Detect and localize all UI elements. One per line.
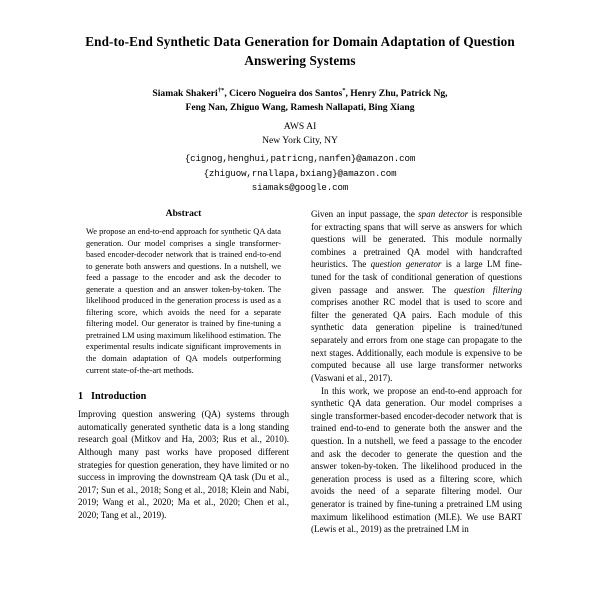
term-span-detector: span detector <box>418 209 469 219</box>
author-footnote-marker-2: * <box>342 87 346 95</box>
author-name-shakeri: Siamak Shakeri <box>152 88 218 100</box>
body-columns <box>78 208 522 600</box>
introduction-heading-label: Introduction <box>91 391 147 403</box>
author-names-mid: , Cicero Nogueira dos Santos <box>224 88 343 100</box>
page-title: End-to-End Synthetic Data Generation for Domain Adaptation of Question Answering Systems <box>85 34 515 69</box>
introduction-heading <box>78 391 289 402</box>
right-column-paragraph-1 <box>311 208 522 385</box>
text-run-pre: Given an input passage, the <box>311 209 419 219</box>
right-column-paragraph-2: In this work, we propose an end-to-end approach for synthetic QA data generation. Our model comprises a single transformer-based encoder-decoder network that is trained end-to-end to generate both the answer and the question. In a nutshell, we feed a passage to the encoder and ask the decoder to generate the question and the answer token-by-token. The likelihood produced in the generation process is used as a filtering score, which avoids the need of a separate filtering model. Our generator is trained by fine-tuning a pretrained LM using maximum likelihood estimation (MLE). We use BART (Lewis et al., 2019) as the pretrained LM in <box>311 385 522 535</box>
text-run-mid-1: is responsible for extracting spans that will serve as answers for which questions will be generated. This module normally combines a pretrained QA model with handcrafted heuristics. The <box>311 209 522 270</box>
left-column <box>78 208 289 600</box>
abstract-heading: Abstract <box>165 208 202 219</box>
email-line-google: siamaks@google.com <box>251 181 349 193</box>
email-block <box>78 148 522 194</box>
author-line-1 <box>78 87 522 101</box>
affiliation-organization: AWS AI <box>283 120 317 132</box>
author-list <box>78 70 522 115</box>
author-footnote-marker-1: †* <box>217 87 225 95</box>
text-run-mid-2: is a large LM fine-tuned for the task of conditional generation of questions given passage and answer. The <box>311 259 522 295</box>
introduction-section-number: 1 <box>78 391 84 403</box>
email-line-amazon-2: {zhiguow,rnallapa,bxiang}@amazon.com <box>203 167 397 179</box>
term-question-filtering: question filtering <box>454 284 522 295</box>
term-question-generator: question generator <box>370 259 442 270</box>
affiliation-location: New York City, NY <box>262 135 338 147</box>
right-column <box>311 208 522 600</box>
introduction-paragraph-1: Improving question answering (QA) systems through automatically generated synthetic data is a long standing research goal (Mitkov and Ha, 2003; Rus et al., 2010). Although many past works have proposed different strategies for question generation, they have limited or no success in improving the downstream QA task (Du et al., 2017; Sun et al., 2018; Song et al., 2018; Klein and Nabi, 2019; Wang et al., 2020; Ma et al., 2020; Chen et al., 2020; Tang et al., 2019). <box>78 409 289 520</box>
email-line-amazon-1: {cignog,henghui,patricng,nanfen}@amazon.com <box>184 153 416 165</box>
author-names-tail: , Henry Zhu, Patrick Ng, <box>345 88 448 100</box>
affiliation-block <box>78 116 522 149</box>
author-line-2: Feng Nan, Zhiguo Wang, Ramesh Nallapati, Bing Xiang <box>185 102 415 114</box>
text-run-post: comprises another RC model that is used to score and filter the generated QA pairs. Each module of this synthetic data generation pipeline is trained/tuned separately and errors from one stage can propagate to the next stages. Additionally, each module is expensive to be computed because all use large transformer networks (Vaswani et al., 2017). <box>311 297 522 383</box>
abstract-body: We propose an end-to-end approach for synthetic QA data generation. Our model comprises a single transformer-based encoder-decoder network that is trained end-to-end to generate both answers and questions. In a nutshell, we feed a passage to the encoder and ask the decoder to generate a question and an answer token-by-token. The likelihood produced in the generation process is used as a filtering score, which avoids the need for a separate filtering model. Our generator is trained by fine-tuning a pretrained LM using maximum likelihood estimation. The experimental results indicate significant improvements in the domain adaptation of QA models outperforming current state-of-the-art methods. <box>86 227 281 375</box>
